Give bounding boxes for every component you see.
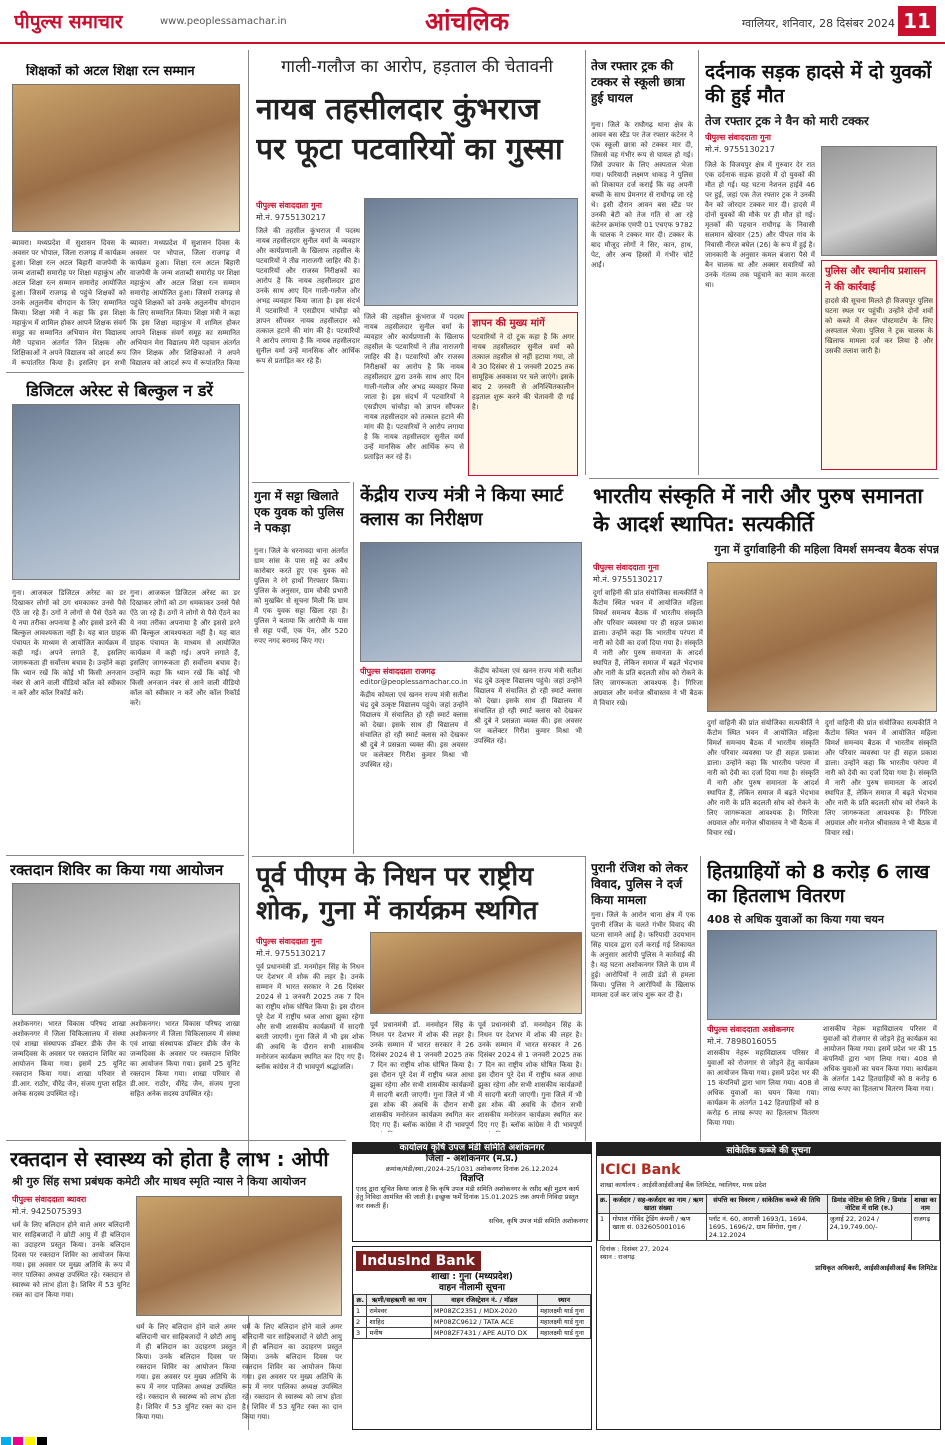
page-number: 11 xyxy=(898,6,936,36)
ad-label: विज्ञप्ति xyxy=(460,1173,484,1184)
story-body-cont2: दुर्गा वाहिनी की प्रांत संयोजिका सत्यकीर्ति ने कैंटोम स्थित भवन में आयोजित महिला विमर्श समन्वय बैठक में भारतीय संस्कृति और परिवार व्यवस्था पर ही सहज प्रकाश डाला। उन्होंने कहा कि भारतीय परंपरा में नारी को देवी का दर्जा दिया गया है। संस्कृति में नारी और पुरुष समानता के आदर्श स्थापित हैं, लेकिन समाज में बढ़ते भेदभाव और नारी के प्रति बदलती सोच को रोकने के लिए जागरूकता आवश्यक है। गिरिजा अग्रवाल और मनोज श्रीवास्तव ने भी बैठक में विचार रखे। xyxy=(825,719,937,837)
story-satta xyxy=(252,484,350,854)
story-body-cont: अशोकनगर। भारत विकास परिषद शाखा अशोकनगर में जिला चिकित्सालय में संस्था एवं शाखा संस्थापक डॉक्टर डीके जैन के जन्मदिवस के अवसर पर रक्तदान शिविर का आयोजन किया गया। इसमें 25 यूनिट रक्तदान किया गया। शाखा परिवार से डी.आर. राठौर, वीरेंद्र जैन, संजय गुप्ता सहित अनेक सदस्य उपस्थित रहे। xyxy=(130,1020,240,1098)
divider xyxy=(589,478,939,479)
table-header: स्थान xyxy=(538,1295,591,1306)
byline: पीपुल्स संवाददाता गुना xyxy=(705,133,771,142)
table-row xyxy=(354,1306,591,1317)
story-body: जिले के विजयपुर क्षेत्र में गुरुवार देर रात एक दर्दनाक सड़क हादसे में दो युवकों की मौत हो गई। यह घटना नेशनल हाईवे 46 पर हुई, जहां एक तेज रफ्तार ट्रक ने उनकी वैन को जोरदार टक्कर मार दी। हादसे में दोनों युवकों की मौके पर ही मौत हो गई। मृतकों की पहचान राघौगढ़ के निवासी सलमान खेरवार (25) और पीपल गांव के निवासी नीरज बघेल (26) के रूप में हुई है। जानकारी के अनुसार कमल बंजारा पैसे में बैन चालक था और अक्सर सवारियों को उनके गंतव्य तक पहुंचाने का काम करता था। xyxy=(705,161,815,289)
ad-indusind xyxy=(352,1246,592,1430)
story-truck xyxy=(589,50,695,475)
headline: भारतीय संस्कृति में नारी और पुरुष समानता के आदर्श स्थापित: सत्यकीर्ति xyxy=(593,484,923,536)
story-body-cont: जिले की तहसील कुंभराज में पदस्थ नायब तहसीलदार सुनील वर्मा के व्यवहार और कार्यप्रणाली के खिलाफ तहसील के पटवारियों ने तीव्र नाराजगी जाहिर की है। पटवारियों और राजस्व निरीक्षकों का आरोप है कि नायब तहसीलदार द्वारा उनके साथ आए दिन गाली-गलौज और अभद्र व्यवहार किया जाता है। इस संदर्भ में पटवारियों ने एसडीएम चांचौड़ा को ज्ञापन सौंपकर नायब तहसीलदार को तत्काल हटाने की मांग की है। पटवारियों ने आरोप लगाया है कि नायब तहसीलदार सुनील वर्मा उन्हें मानसिक और आर्थिक रूप से प्रताड़ित कर रहे हैं। xyxy=(364,313,464,461)
divider xyxy=(6,1140,346,1141)
table-cell: मनीष xyxy=(367,1328,431,1339)
table-header: क्र. xyxy=(598,1194,610,1213)
photo-benefit xyxy=(707,930,937,1020)
headline: हितग्राहियों को 8 करोड़ 6 लाख का हितलाभ वितरण xyxy=(707,861,930,907)
story-body-cont: धर्म के लिए बलिदान होने वाले अमर बलिदानी चार साहिबजादों ने छोटी आयु में ही बलिदान का उदाहरण प्रस्तुत किया। उनके बलिदान दिवस पर रक्तदान शिविर का आयोजन किया गया। इस अवसर पर मुख्य अतिथि के रूप में नगर पालिका अध्यक्ष उपस्थित रहे। रक्तदान से स्वास्थ्य को लाभ होता है। शिविर में 53 यूनिट रक्त का दान किया गया। xyxy=(136,1323,236,1421)
headline: रक्तदान से स्वास्थ्य को होता है लाभ : ओपी xyxy=(10,1147,329,1171)
table-cell: रामेश्वर xyxy=(367,1306,431,1317)
story-teachers xyxy=(6,50,244,370)
mobile-number: मो.नं. 9425075393 xyxy=(12,1207,82,1216)
story-accident xyxy=(701,50,941,475)
kicker: गाली-गलौज का आरोप, हड़ताल की चेतावनी xyxy=(281,57,553,77)
story-digital-arrest xyxy=(6,374,244,854)
headline: केंद्रीय राज्य मंत्री ने किया स्मार्ट क्लास का निरीक्षण xyxy=(360,485,564,530)
subheadline: 408 से अधिक युवाओं का किया गया चयन xyxy=(707,913,884,926)
photo-culture-meeting xyxy=(707,562,937,712)
story-body: धर्म के लिए बलिदान होने वाले अमर बलिदानी चार साहिबजादों ने छोटी आयु में ही बलिदान का उदाहरण प्रस्तुत किया। उनके बलिदान दिवस पर रक्तदान शिविर का आयोजन किया गया। इस अवसर पर मुख्य अतिथि के रूप में नगर पालिका अध्यक्ष उपस्थित रहे। रक्तदान से स्वास्थ्य को लाभ होता है। शिविर में 53 यूनिट रक्त का दान किया गया। xyxy=(12,1221,130,1299)
table-cell: गोपाल गोविंद ट्रेडिंग कंपनी / ऋण खाता सं. 032605001016 xyxy=(610,1213,706,1240)
photo-digital-arrest xyxy=(12,404,240,580)
table-cell: जुलाई 22, 2024 / 24,19,749.00/- xyxy=(827,1213,911,1240)
ad-title: वाहन नीलामी सूचना xyxy=(439,1283,505,1293)
ad-mandi-tender xyxy=(352,1142,592,1242)
table-cell: 1 xyxy=(598,1213,610,1240)
headline: तेज रफ्तार ट्रक की टक्कर से स्कूली छात्रा हुई घायल xyxy=(591,59,685,105)
website-url[interactable]: www.peoplessamachar.in xyxy=(160,16,287,27)
ad-title: कार्यालय कृषि उपज मंडी समिति अशोकनगर xyxy=(353,1143,591,1154)
box-body: हादसे की सूचना मिलते ही विजयपुर पुलिस घटना स्थल पर पहुंची। उन्होंने दोनों शवों को कब्जे में लेकर पोस्टमार्टम के लिए अस्पताल भेजा। पुलिस ने ट्रक चालक के खिलाफ मामला दर्ज कर लिया है और उसकी तलाश जारी है। xyxy=(825,297,933,355)
ad-ref: क्रमांक/मंडी/स्था./2024-25/1031 अशोकनगर दिनांक 26.12.2024 xyxy=(385,1165,559,1173)
table-cell: महालक्ष्मी यार्ड गुना xyxy=(538,1306,591,1317)
headline: गुना में सट्टा खिलाते एक युवक को पुलिस ने पकड़ा xyxy=(254,489,344,535)
swatch-black xyxy=(37,1437,47,1445)
story-body-cont: गुना। आजकल डिजिटल अरेस्ट का डर दिखाकर लोगों को ठग धमकाकर उनसे पैसे ऐंठे जा रहे हैं। ठगों ने लोगों से पैसे ऐंठने का ये नया तरीका अपनाया है और इससे डरने की बिल्कुल आवश्यकता नहीं है। यह बात ग्राहक पंचायत के माध्यम से आयोजित कार्यक्रम में कही गई। अपने लगाते हैं, इसलिए जागरूकता ही सर्वोत्तम बचाव है। उन्होंने कहा कि ध्यान रखें कि कोई भी किसी अनजान नंबर से आने वाली वीडियो कॉल को स्वीकार न करें और कॉल रिकॉर्ड करें। xyxy=(130,589,240,707)
story-minister xyxy=(356,484,586,854)
subheadline: श्री गुरु सिंह सभा प्रबंधक कमेटी और माधव स्मृति न्यास ने किया आयोजन xyxy=(12,1175,306,1188)
headline: नायब तहसीलदार कुंभराज पर फूटा पटवारियों का गुस्सा xyxy=(256,92,563,167)
column-rule xyxy=(698,50,699,475)
divider xyxy=(252,482,350,483)
story-body: अशोकनगर। भारत विकास परिषद शाखा अशोकनगर में जिला चिकित्सालय में संस्था एवं शाखा संस्थापक डॉक्टर डीके जैन के जन्मदिवस के अवसर पर रक्तदान शिविर का आयोजन किया गया। इसमें 25 यूनिट रक्तदान किया गया। शाखा परिवार से डी.आर. राठौर, वीरेंद्र जैन, संजय गुप्ता सहित अनेक सदस्य उपस्थित रहे। xyxy=(12,1020,126,1098)
box-title: ज्ञापन की मुख्य मांगें xyxy=(472,318,545,329)
police-box xyxy=(821,260,937,470)
headline: डिजिटल अरेस्ट से बिल्कुल न डरें xyxy=(26,381,213,400)
ad-body: एतद् द्वारा सूचित किया जाता है कि कृषि उपज मंडी समिति अशोकनगर के रसीद बही मुद्रण कार्य हेतु निविदा आमंत्रित की जाती है। इच्छुक फर्में दिनांक 15.01.2025 तक अपनी निविदा प्रस्तुत कर सकती हैं। xyxy=(356,1184,580,1210)
story-body: गुना। जिले के आरोन थाना क्षेत्र में एक पुरानी रंजिश के चलते गंभीर विवाद की घटना सामने आई है। फरियादी उदयभान सिंह यादव द्वारा दर्ज कराई गई शिकायत के अनुसार आरोपी पुलिस ने कार्रवाई की है। यह घटना अशोकनगर जिले के ग्राम में हुई। आरोपियों ने लाठी डंडों से हमला किया। पुलिस ने आरोपियों के खिलाफ मामला दर्ज कर जांच शुरू कर दी है। xyxy=(591,911,695,999)
demands-box xyxy=(468,312,578,476)
byline: पीपुल्स संवाददाता अशोकनगर xyxy=(707,1025,794,1034)
story-patwari xyxy=(252,50,582,480)
table-row xyxy=(354,1328,591,1339)
byline: पीपुल्स संवाददाता गुना xyxy=(593,563,659,572)
story-body: केंद्रीय कोयला एवं खनन राज्य मंत्री सतीश चंद्र दुबे उत्कृष्ट विद्यालय पहुंचे। जहां उन्होंने विद्यालय में संचालित हो रही स्मार्ट क्लास को देखा। इसके साथ ही विद्यालय में संचालित हो रही स्मार्ट क्लास को देखकर श्री दुबे ने प्रसन्नता व्यक्त की। इस अवसर पर कलेक्टर गिरीश कुमार मिश्रा भी उपस्थित रहे। xyxy=(360,691,468,769)
table-row xyxy=(598,1213,940,1240)
editor-email[interactable]: editor@peoplessamachar.co.in xyxy=(360,678,468,686)
mobile-number: मो.नं. 9755130217 xyxy=(593,575,663,584)
photo-teachers xyxy=(12,84,240,232)
table-cell: MP08ZC2351 / MDX-2020 xyxy=(431,1306,537,1317)
mobile-number: मो.नं. 9755130217 xyxy=(256,949,326,958)
story-body: पूर्व प्रधानमंत्री डॉ. मनमोहन सिंह के निधन पर देशभर में शोक की लहर है। उनके सम्मान में भारत सरकार ने 26 दिसंबर 2024 से 1 जनवरी 2025 तक 7 दिन का राष्ट्रीय शोक घोषित किया है। इस दौरान पूरे देश में राष्ट्रीय ध्वज आधा झुका रहेगा और सभी शासकीय कार्यक्रमों में सादगी बरती जाएगी। गुना जिले में भी इस शोक की अवधि के दौरान सभी शासकीय मनोरंजन कार्यक्रम स्थगित कर दिए गए हैं। ब्लॉक कांग्रेस ने दी भावपूर्ण श्रद्धांजलि। xyxy=(256,963,364,1071)
table-row xyxy=(354,1317,591,1328)
box-body: पटवारियों ने दो टूक कहा है कि अगर नायब तहसीलदार सुनील वर्मा को तत्काल तहसील से नहीं हटाया गया, तो वे 30 दिसंबर से 1 जनवरी 2025 तक सामूहिक अवकाश पर चले जाएंगे। इसके बाद 2 जनवरी से अनिश्चितकालीन हड़ताल शुरू करने की चेतावनी दी गई है। xyxy=(472,333,574,411)
table-cell: MP08ZC9612 / TATA ACE xyxy=(431,1317,537,1328)
ad-date: दिनांक : दिसंबर 27, 2024 xyxy=(600,1244,669,1253)
byline: पीपुल्स संवाददाता गुना xyxy=(256,937,322,946)
table-cell: महालक्ष्मी यार्ड गुना xyxy=(538,1328,591,1339)
mobile-number: मो.नं. 9755130217 xyxy=(256,213,326,222)
newspaper-logo: पीपुल्स समाचार xyxy=(14,11,123,33)
table-cell: 3 xyxy=(354,1328,367,1339)
subheadline: तेज रफ्तार ट्रक ने वैन को मारी टक्कर xyxy=(705,114,869,128)
headline: दर्दनाक सड़क हादसे में दो युवकों की हुई मौत xyxy=(705,61,932,107)
icici-table xyxy=(597,1194,940,1241)
story-body-cont: दुर्गा वाहिनी की प्रांत संयोजिका सत्यकीर्ति ने कैंटोम स्थित भवन में आयोजित महिला विमर्श समन्वय बैठक में भारतीय संस्कृति और परिवार व्यवस्था पर ही सहज प्रकाश डाला। उन्होंने कहा कि भारतीय परंपरा में नारी को देवी का दर्जा दिया गया है। संस्कृति में नारी और पुरुष समानता के आदर्श स्थापित हैं, लेकिन समाज में बढ़ते भेदभाव और नारी के प्रति बदलती सोच को रोकने के लिए जागरूकता आवश्यक है। गिरिजा अग्रवाल और मनोज श्रीवास्तव ने भी बैठक में विचार रखे। xyxy=(707,719,819,837)
story-body-cont2: धर्म के लिए बलिदान होने वाले अमर बलिदानी चार साहिबजादों ने छोटी आयु में ही बलिदान का उदाहरण प्रस्तुत किया। उनके बलिदान दिवस पर रक्तदान शिविर का आयोजन किया गया। इस अवसर पर मुख्य अतिथि के रूप में नगर पालिका अध्यक्ष उपस्थित रहे। रक्तदान से स्वास्थ्य को लाभ होता है। शिविर में 53 यूनिट रक्त का दान किया गया। xyxy=(242,1323,342,1421)
box-title: पुलिस और स्थानीय प्रशासन ने की कार्रवाई xyxy=(825,266,926,293)
photo-patwari-memo xyxy=(364,198,578,306)
divider xyxy=(6,855,244,856)
story-blood-donation xyxy=(6,857,244,1137)
table-cell: प्लॉट नं. 60, आराजी 1693/1, 1694, 1695, 1696/2, ग्राम सिंगोरा, गुना / 24.12.2024 xyxy=(706,1213,827,1240)
byline: पीपुल्स संवाददाता गुना xyxy=(256,201,322,210)
column-rule xyxy=(585,856,586,1141)
table-header: वाहन रजिस्ट्रेशन नं. / मॉडल xyxy=(431,1295,537,1306)
subheadline: गुना में दुर्गावाहिनी की महिला विमर्श समन्वय बैठक संपन्न xyxy=(714,543,939,556)
table-header: ऋणी/सहऋणी का नाम xyxy=(367,1295,431,1306)
photo-smart-class xyxy=(360,542,582,662)
table-header: क्र. xyxy=(354,1295,367,1306)
photo-accident xyxy=(821,146,937,256)
mobile-number: मो.नं. 9755130217 xyxy=(705,145,775,154)
color-registration-bar xyxy=(0,1432,945,1445)
story-body: जिले की तहसील कुंभराज में पदस्थ नायब तहसीलदार सुनील वर्मा के व्यवहार और कार्यप्रणाली के खिलाफ तहसील के पटवारियों ने तीव्र नाराजगी जाहिर की है। पटवारियों और राजस्व निरीक्षकों का आरोप है कि नायब तहसीलदार द्वारा उनके साथ आए दिन गाली-गलौज और अभद्र व्यवहार किया जाता है। इस संदर्भ में पटवारियों ने एसडीएम चांचौड़ा को ज्ञापन सौंपकर नायब तहसीलदार को तत्काल हटाने की मांग की है। पटवारियों ने आरोप लगाया है कि नायब तहसीलदार सुनील वर्मा उन्हें मानसिक और आर्थिक रूप से प्रताड़ित कर रहे हैं। xyxy=(256,227,360,365)
headline: पूर्व पीएम के निधन पर राष्ट्रीय शोक, गुना में कार्यक्रम स्थगित xyxy=(256,862,538,926)
swatch-cyan xyxy=(1,1437,11,1445)
ad-place: स्थान : राजगढ़ xyxy=(600,1253,635,1261)
story-body: दुर्गा वाहिनी की प्रांत संयोजिका सत्यकीर्ति ने कैंटोम स्थित भवन में आयोजित महिला विमर्श समन्वय बैठक में भारतीय संस्कृति और परिवार व्यवस्था पर ही सहज प्रकाश डाला। उन्होंने कहा कि भारतीय परंपरा में नारी को देवी का दर्जा दिया गया है। संस्कृति में नारी और पुरुष समानता के आदर्श स्थापित हैं, लेकिन समाज में बढ़ते भेदभाव और नारी के प्रति बदलती सोच को रोकने के लिए जागरूकता आवश्यक है। गिरिजा अग्रवाल और मनोज श्रीवास्तव ने भी बैठक में विचार रखे। xyxy=(593,589,703,707)
story-body-cont: पूर्व प्रधानमंत्री डॉ. मनमोहन सिंह के निधन पर देशभर में शोक की लहर है। उनके सम्मान में भारत सरकार ने 26 दिसंबर 2024 से 1 जनवरी 2025 तक 7 दिन का राष्ट्रीय शोक घोषित किया है। इस दौरान पूरे देश में राष्ट्रीय ध्वज आधा झुका रहेगा और सभी शासकीय कार्यक्रमों में सादगी बरती जाएगी। गुना जिले में भी इस शोक की अवधि के दौरान सभी शासकीय मनोरंजन कार्यक्रम स्थगित कर दिए गए हैं। ब्लॉक कांग्रेस ने दी भावपूर्ण xyxy=(370,1021,474,1129)
table-cell: महालक्ष्मी यार्ड गुना xyxy=(538,1317,591,1328)
divider xyxy=(252,856,586,857)
icici-logo: ICICI Bank xyxy=(600,1162,681,1178)
table-cell: शाहिद xyxy=(367,1317,431,1328)
swatch-yellow xyxy=(25,1437,35,1445)
photo-blood-donation xyxy=(12,883,240,1015)
photo-tribute xyxy=(370,932,582,1014)
headline: पुरानी रंजिश को लेकर विवाद, पुलिस ने दर्ज किया मामला xyxy=(591,861,688,907)
story-body-cont: केंद्रीय कोयला एवं खनन राज्य मंत्री सतीश चंद्र दुबे उत्कृष्ट विद्यालय पहुंचे। जहां उन्होंने विद्यालय में संचालित हो रही स्मार्ट क्लास को देखा। इसके साथ ही विद्यालय में संचालित हो रही स्मार्ट क्लास को देखकर श्री दुबे ने प्रसन्नता व्यक्त की। इस अवसर पर कलेक्टर गिरीश कुमार मिश्रा भी उपस्थित रहे। xyxy=(474,667,582,745)
photo-opi xyxy=(136,1196,342,1316)
story-culture xyxy=(589,480,941,854)
masthead xyxy=(0,0,945,44)
photo-caption: पीपुल्स संवाददाता राजगढ़ xyxy=(360,667,436,676)
table-header: डिमांड नोटिस की तिथि / डिमांड नोटिस में राशि (रु.) xyxy=(827,1194,911,1213)
story-body-cont: शासकीय नेहरू महाविद्यालय परिसर में युवाओं को रोजगार से जोड़ने हेतु कार्यक्रम का आयोजन किया गया। इसमें प्रदेश भर की 15 कंपनियों द्वारा भाग लिया गया। 408 से अधिक युवाओं का चयन किया गया। कार्यक्रम के अंतर्गत 142 हितग्राहियों को 8 करोड़ 6 लाख रूपए का हितलाभ वितरण किया गया। xyxy=(823,1025,937,1093)
ad-branch: शाखा : गुना (मध्यप्रदेश) xyxy=(431,1272,513,1282)
table-header: संपत्ति का विवरण / सांकेतिक कब्जे की तिथि xyxy=(706,1194,827,1213)
story-body: गुना। आजकल डिजिटल अरेस्ट का डर दिखाकर लोगों को ठग धमकाकर उनसे पैसे ऐंठे जा रहे हैं। ठगों ने लोगों से पैसे ऐंठने का ये नया तरीका अपनाया है और इससे डरने की बिल्कुल आवश्यकता नहीं है। यह बात ग्राहक पंचायत के माध्यम से आयोजित कार्यक्रम में कही गई। अपने लगाते हैं, इसलिए जागरूकता ही सर्वोत्तम बचाव है। उन्होंने कहा कि ध्यान रखें कि कोई भी किसी अनजान नंबर से आने वाली वीडियो कॉल को स्वीकार न करें और कॉल रिकॉर्ड करें। xyxy=(12,589,126,697)
section-title: आंचलिक xyxy=(425,7,510,36)
story-benefit xyxy=(703,858,941,1138)
divider xyxy=(6,372,244,373)
indusind-logo: IndusInd Bank xyxy=(356,1251,481,1271)
story-body: गुना। जिले के राघौगढ़ थाना क्षेत्र के आवन बस स्टैंड पर तेज रफ्तार कंटेनर ने एक स्कूली छात्रा को टक्कर मार दी, जिससे वह गंभीर रूप से घायल हो गई। जिसे उपचार के लिए अस्पताल भेजा गया। फरियादी लक्ष्मण धाकड़ ने पुलिस को शिकायत दर्ज कराई कि वह अपनी बच्ची के साथ प्रेमनगर से राघौगढ़ जा रहे थे। इसी दौरान आवन बस स्टैंड पर उनकी बेटी को तेज गति से आ रहे कंटेनर क्रमांक एमपी 01 एचएफ 9782 के चालक ने टक्कर मार दी। टक्कर के बाद मौजूद लोगों ने सिर, कान, हाथ, पेट, और अन्य हिस्सों में गंभीर चोटें आईं। xyxy=(591,121,693,269)
ad-address: शाखा कार्यालय : आईसीआईसीआई बैंक लिमिटेड, ग्वालियर, मध्य प्रदेश xyxy=(600,1181,767,1189)
story-rangish xyxy=(589,858,697,1138)
mobile-number: मो.नं. 7898016055 xyxy=(707,1037,777,1046)
column-rule xyxy=(700,856,701,1141)
story-body-cont2: पूर्व प्रधानमंत्री डॉ. मनमोहन सिंह के निधन पर देशभर में शोक की लहर है। उनके सम्मान में भारत सरकार ने 26 दिसंबर 2024 से 1 जनवरी 2025 तक 7 दिन का राष्ट्रीय शोक घोषित किया है। इस दौरान पूरे देश में राष्ट्रीय ध्वज आधा झुका रहेगा और सभी शासकीय कार्यक्रमों में सादगी बरती जाएगी। गुना जिले में भी इस शोक की अवधि के दौरान सभी शासकीय मनोरंजन कार्यक्रम स्थगित कर दिए गए हैं। ब्लॉक कांग्रेस ने दी भावपूर्ण xyxy=(478,1021,582,1129)
headline: शिक्षकों को अटल शिक्षा रत्न सम्मान xyxy=(26,64,195,79)
table-cell: 1 xyxy=(354,1306,367,1317)
column-rule xyxy=(585,50,586,475)
story-body-cont: ब्यावरा। मध्यप्रदेश में सुशासन दिवस के अवसर पर भोपाल, जिला राजगढ़ में कार्यक्रम हुआ। शिक्षा रत्न अटल बिहारी वाजपेयी के जन्म शताब्दी समारोह पर शिक्षा महाकुंभ और अटल शिक्षा रत्न सम्मान समारोह आयोजित हुआ। जिसमें राजगढ़ से पहुंचे शिक्षकों को उनके अतुलनीय योगदान के लिए सम्मानित किया। शिक्षा मंत्री ने कहा कि इस शिक्षा महाकुंभ में शामिल होकर आपने शिक्षक संवर्ग समूह का सम्मानित अभियान मेरा विद्यालय मेरी पहचान अंतर्गत जिन शिक्षक और शिक्षिकाओं ने अपने विद्यालय को आदर्श रूप में रूपांतरित किया xyxy=(130,239,240,366)
ad-sign: सचिव, कृषि उपज मंडी समिति अशोकनगर xyxy=(488,1216,588,1225)
ad-district: जिला - अशोकनगर (म.प्र.) xyxy=(425,1154,519,1164)
story-opi xyxy=(6,1142,348,1432)
story-pm xyxy=(252,858,586,1138)
table-cell: MP08ZF7431 / APE AUTO DX xyxy=(431,1328,537,1339)
dateline: ग्वालियर, शनिवार, 28 दिसंबर 2024 xyxy=(741,17,895,30)
ad-icici xyxy=(596,1142,941,1430)
column-rule xyxy=(353,482,354,854)
notice-title: सांकेतिक कब्जे की सूचना xyxy=(597,1143,940,1156)
story-body: शासकीय नेहरू महाविद्यालय परिसर में युवाओं को रोजगार से जोड़ने हेतु कार्यक्रम का आयोजन किया गया। इसमें प्रदेश भर की 15 कंपनियों द्वारा भाग लिया गया। 408 से अधिक युवाओं का चयन किया गया। कार्यक्रम के अंतर्गत 142 हितग्राहियों को 8 करोड़ 6 लाख रूपए का हितलाभ वितरण किया गया। xyxy=(707,1049,819,1127)
story-body: ब्यावरा। मध्यप्रदेश में सुशासन दिवस के अवसर पर भोपाल, जिला राजगढ़ में कार्यक्रम हुआ। शिक्षा रत्न अटल बिहारी वाजपेयी के जन्म शताब्दी समारोह पर शिक्षा महाकुंभ और अटल शिक्षा रत्न सम्मान समारोह आयोजित हुआ। जिसमें राजगढ़ से पहुंचे शिक्षकों को उनके अतुलनीय योगदान के लिए सम्मानित किया। शिक्षा मंत्री ने कहा कि इस शिक्षा महाकुंभ में शामिल होकर आपने शिक्षक संवर्ग समूह का सम्मानित अभियान मेरा विद्यालय मेरी पहचान अंतर्गत जिन शिक्षक और शिक्षिकाओं ने अपने विद्यालय को आदर्श रूप में रूपांतरित किया है। इसलिए इन सभी xyxy=(12,239,126,366)
indusind-table xyxy=(353,1294,591,1339)
swatch-magenta xyxy=(13,1437,23,1445)
table-cell: राजगढ़ xyxy=(911,1213,939,1240)
table-header: शाखा का नाम xyxy=(911,1194,939,1213)
table-header: कर्जदार / सह-कर्जदार का नाम / ऋण खाता संख्या xyxy=(610,1194,706,1213)
story-body: गुना। जिले के धरनावदा थाना अंतर्गत ग्राम सांस के पास सट्टे का अवैध कारोबार करते हुए एक युवक को पुलिस ने रंगे हाथों गिरफ्तार किया। पुलिस के अनुसार, ग्राम चौकी प्रभारी को मुखबिर से सूचना मिली कि ग्राम में एक युवक सट्टा खिला रहा है। पुलिस ने बताया कि आरोपी के पास से सट्टा पर्ची, एक पेन, और 520 रुपए नगद बरामद किए गए। xyxy=(254,547,348,645)
headline: रक्तदान शिविर का किया गया आयोजन xyxy=(10,861,224,879)
byline: पीपुल्स संवाददाता ब्यावरा xyxy=(12,1195,87,1204)
ad-sign: प्राधिकृत अधिकारी, आईसीआईसीआई बैंक लिमिटेड xyxy=(815,1263,937,1272)
table-cell: 2 xyxy=(354,1317,367,1328)
